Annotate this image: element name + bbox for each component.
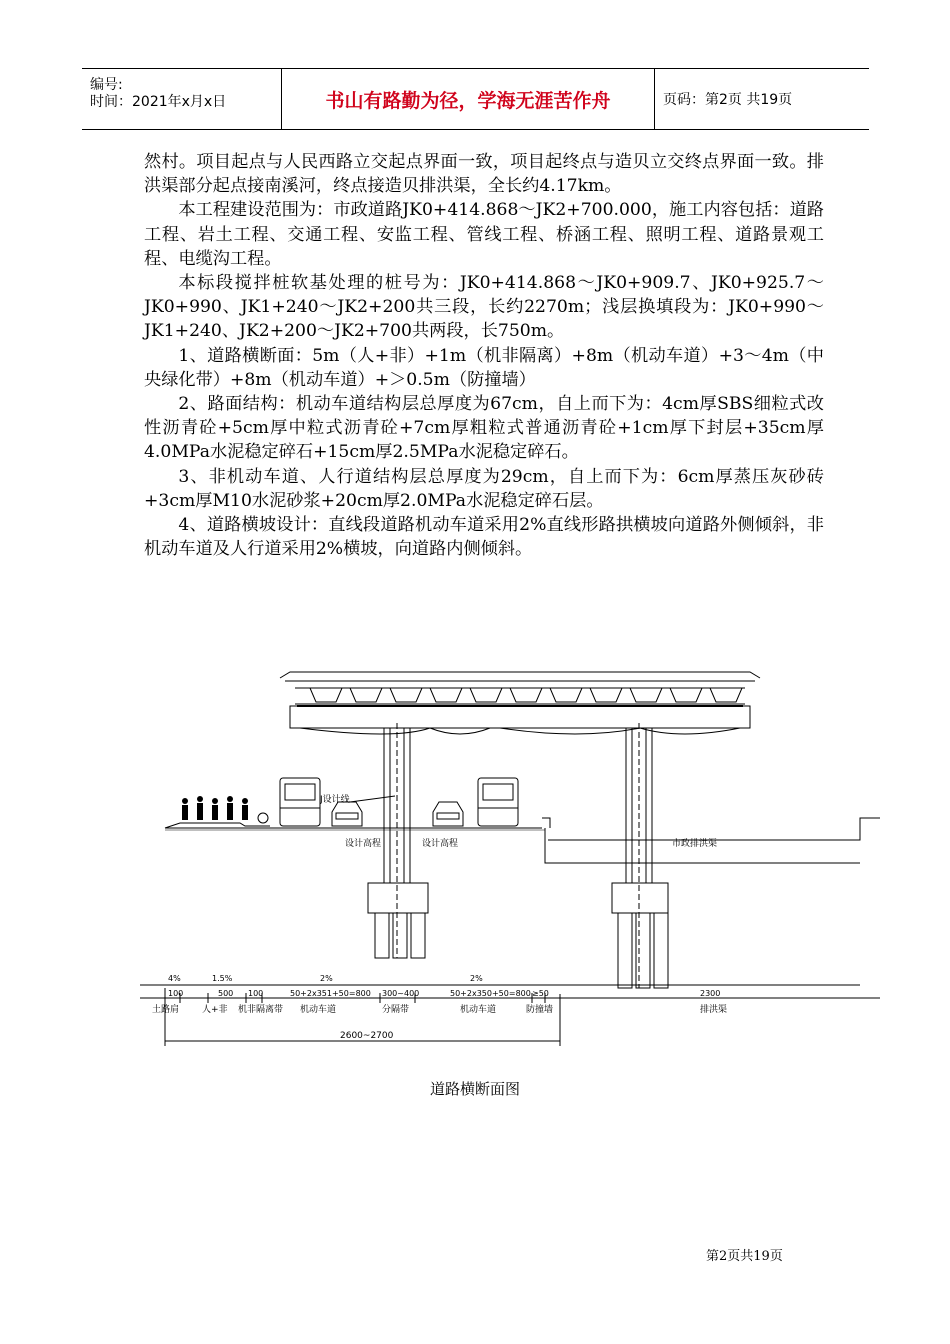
dim-label-7: ≥50 xyxy=(532,989,549,998)
design-elev-left-label: 设计高程 xyxy=(345,839,382,849)
header-left-cell xyxy=(82,69,282,129)
pier-cap-beam xyxy=(290,706,750,734)
dim-label-6: 50+2x350+50=800 xyxy=(450,989,531,998)
car-icon-left xyxy=(332,802,362,826)
paragraph-6: 3、非机动车道、人行道结构层总厚度为29cm，自上而下为：6cm厚蒸压灰砂砖+3cm厚M10水泥砂浆+20cm厚2.0MPa水泥稳定碎石层。 xyxy=(144,466,824,511)
figure-caption: 道路横断面图 xyxy=(429,1080,520,1098)
segment-label-3: 机非隔离带 xyxy=(238,1005,284,1015)
segment-label-4: 机动车道 xyxy=(300,1005,337,1015)
page-footer: 第2页共19页 xyxy=(706,1249,783,1264)
paragraph-7: 4、道路横坡设计：直线段道路机动车道采用2%直线形路拱横坡向道路外侧倾斜，非机动车道及人行道采用2%横坡，向道路内侧倾斜。 xyxy=(144,515,824,560)
dimension-labels xyxy=(168,989,720,998)
car-icon-right xyxy=(433,802,463,826)
slope-label-3: 2% xyxy=(320,974,333,983)
slope-label-2: 1.5% xyxy=(212,974,233,983)
segment-label-1: 土路肩 xyxy=(152,1005,180,1015)
dim-label-3: 100 xyxy=(248,989,264,998)
page-header xyxy=(82,68,869,130)
bus-icon-left xyxy=(280,778,320,826)
drainage-label: 市政排洪渠 xyxy=(672,839,718,849)
body-text xyxy=(144,150,824,561)
road-cross-section-figure xyxy=(152,668,880,1053)
dim-label-1: 100 xyxy=(168,989,184,998)
segment-label-7: 防撞墙 xyxy=(526,1005,554,1015)
time-label: 时间：2021年x月x日 xyxy=(90,94,227,110)
dim-label-2: 500 xyxy=(218,989,234,998)
total-width-label: 2600~2700 xyxy=(340,1031,394,1041)
header-page-label: 页码：第2页 共19页 xyxy=(663,92,793,108)
paragraph-2: 本工程建设范围为：市政道路JK0+414.868～JK2+700.000，施工内容包括：道路工程、岩土工程、交通工程、安监工程、管线工程、桥涵工程、照明工程、道路景观工程、电缆沟工程。 xyxy=(144,200,824,269)
dim-label-4: 50+2x351+50=800 xyxy=(290,989,371,998)
bus-icon-right xyxy=(478,778,518,826)
slope-label-1: 4% xyxy=(168,974,181,983)
paragraph-3: 本标段搅拌桩软基处理的桩号为：JK0+414.868～JK0+909.7、JK0+925.7～JK0+990、JK1+240～JK2+200共三段，长约2270m；浅层换填段为：JK0+990～JK1+240、JK2+200～JK2+700共两段，长750m。 xyxy=(144,273,824,342)
header-motto: 书山有路勤为径，学海无涯苦作舟 xyxy=(282,69,655,129)
segment-label-5: 分隔带 xyxy=(382,1005,410,1015)
segment-label-2: 人+非 xyxy=(202,1005,228,1015)
design-line-leader xyxy=(350,796,395,802)
road-surface xyxy=(165,818,880,863)
slope-label-4: 2% xyxy=(470,974,483,983)
bicycle-icon xyxy=(258,813,268,823)
paragraph-1: 然村。项目起点与人民西路立交起点界面一致，项目起终点与造贝立交终点界面一致。排洪渠部分起点接南溪河，终点接造贝排洪渠，全长约4.17km。 xyxy=(144,152,824,197)
segment-label-8: 排洪渠 xyxy=(700,1005,728,1015)
segment-labels xyxy=(152,1003,727,1041)
paragraph-5: 2、路面结构：机动车道结构层总厚度为67cm，自上而下为：4cm厚SBS细粒式改性沥青砼+5cm厚中粒式沥青砼+7cm厚粗粒式普通沥青砼+1cm厚下封层+35cm厚4.0MPa水泥稳定碎石+15cm厚2.5MPa水泥稳定碎石。 xyxy=(144,394,824,463)
slope-labels xyxy=(168,974,483,983)
pedestrian-icons xyxy=(182,796,248,820)
segment-label-6: 机动车道 xyxy=(460,1005,497,1015)
number-label: 编号: xyxy=(90,77,123,93)
right-pier xyxy=(612,723,668,988)
dim-label-8: 2300 xyxy=(700,989,721,998)
paragraph-4: 1、道路横断面：5m（人+非）+1m（机非隔离）+8m（机动车道）+3～4m（中央绿化带）+8m（机动车道）+＞0.5m（防撞墙） xyxy=(144,345,824,390)
design-elev-right-label: 设计高程 xyxy=(422,839,459,849)
dim-label-5: 300~400 xyxy=(382,989,420,998)
bridge-deck xyxy=(280,672,760,706)
design-line-label: J设计线 xyxy=(320,795,350,805)
